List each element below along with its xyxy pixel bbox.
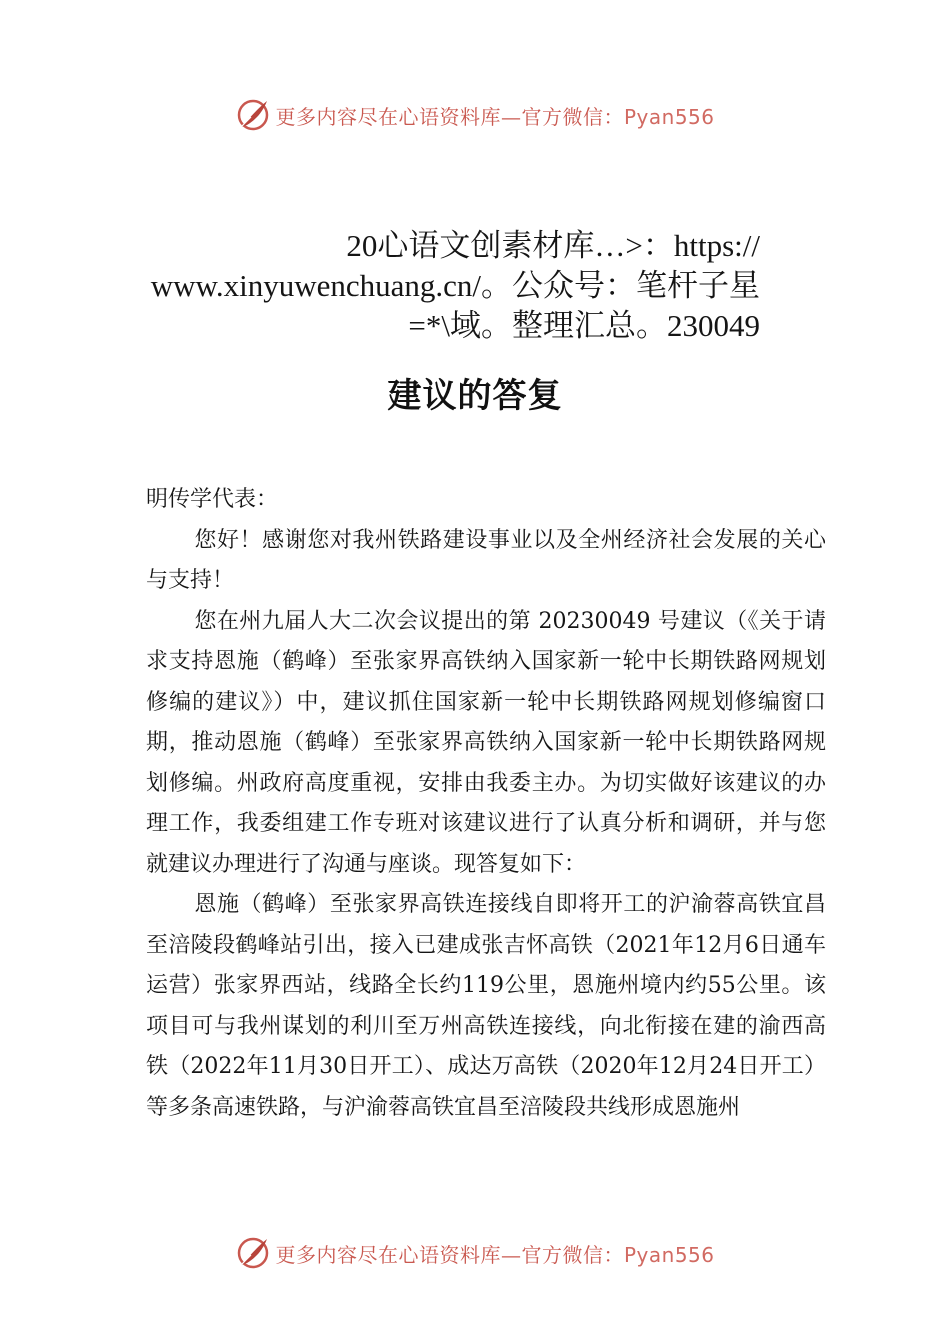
promo-text: 更多内容尽在心语资料库—官方微信：Pyan556	[275, 1242, 715, 1267]
paragraph-3: 恩施（鹤峰）至张家界高铁连接线自即将开工的沪渝蓉高铁宜昌至涪陵段鹤峰站引出，接入已建成张吉怀高铁（2021年12月6日通车运营）张家界西站，线路全长约119公里，恩施州境内约55公里。该项目可与我州谋划的利川至万州高铁连接线，向北衔接在建的渝西高铁（2022年11月30日开工）、成达万高铁（2020年12月24日开工）等多条高速铁路，与沪渝蓉高铁宜昌至涪陵段共线形成恩施州	[146, 892, 826, 1120]
promo-text: 更多内容尽在心语资料库—官方微信：Pyan556	[275, 104, 715, 129]
wechat-id: Pyan556	[623, 1242, 715, 1267]
quill-pen-logo-icon	[235, 97, 271, 133]
header-watermark	[0, 95, 950, 135]
document-title: 建议的答复	[387, 376, 563, 416]
source-line: 20心语文创素材库…>：https:// www.xinyuwenchuang.cn/。公众号：笔杆子星=*\域。整理汇总。230049	[150, 228, 760, 343]
footer-watermark	[0, 1233, 950, 1273]
wechat-id: Pyan556	[623, 104, 715, 129]
document-body	[146, 480, 826, 1128]
greeting: 明传学代表：	[146, 487, 279, 512]
quill-pen-logo-icon	[235, 1235, 271, 1271]
paragraph-1: 您好！感谢您对我州铁路建设事业以及全州经济社会发展的关心与支持！	[146, 527, 826, 593]
paragraph-2: 您在州九届人大二次会议提出的第 20230049 号建议（《关于请求支持恩施（鹤峰）至张家界高铁纳入国家新一轮中长期铁路网规划修编的建议》）中，建议抓住国家新一轮中长期铁路网规划修编窗口期，推动恩施（鹤峰）至张家界高铁纳入国家新一轮中长期铁路网规划修编。州政府高度重视，安排由我委主办。为切实做好该建议的办理工作，我委组建工作专班对该建议进行了认真分析和调研，并与您就建议办理进行了沟通与座谈。现答复如下：	[146, 608, 826, 877]
